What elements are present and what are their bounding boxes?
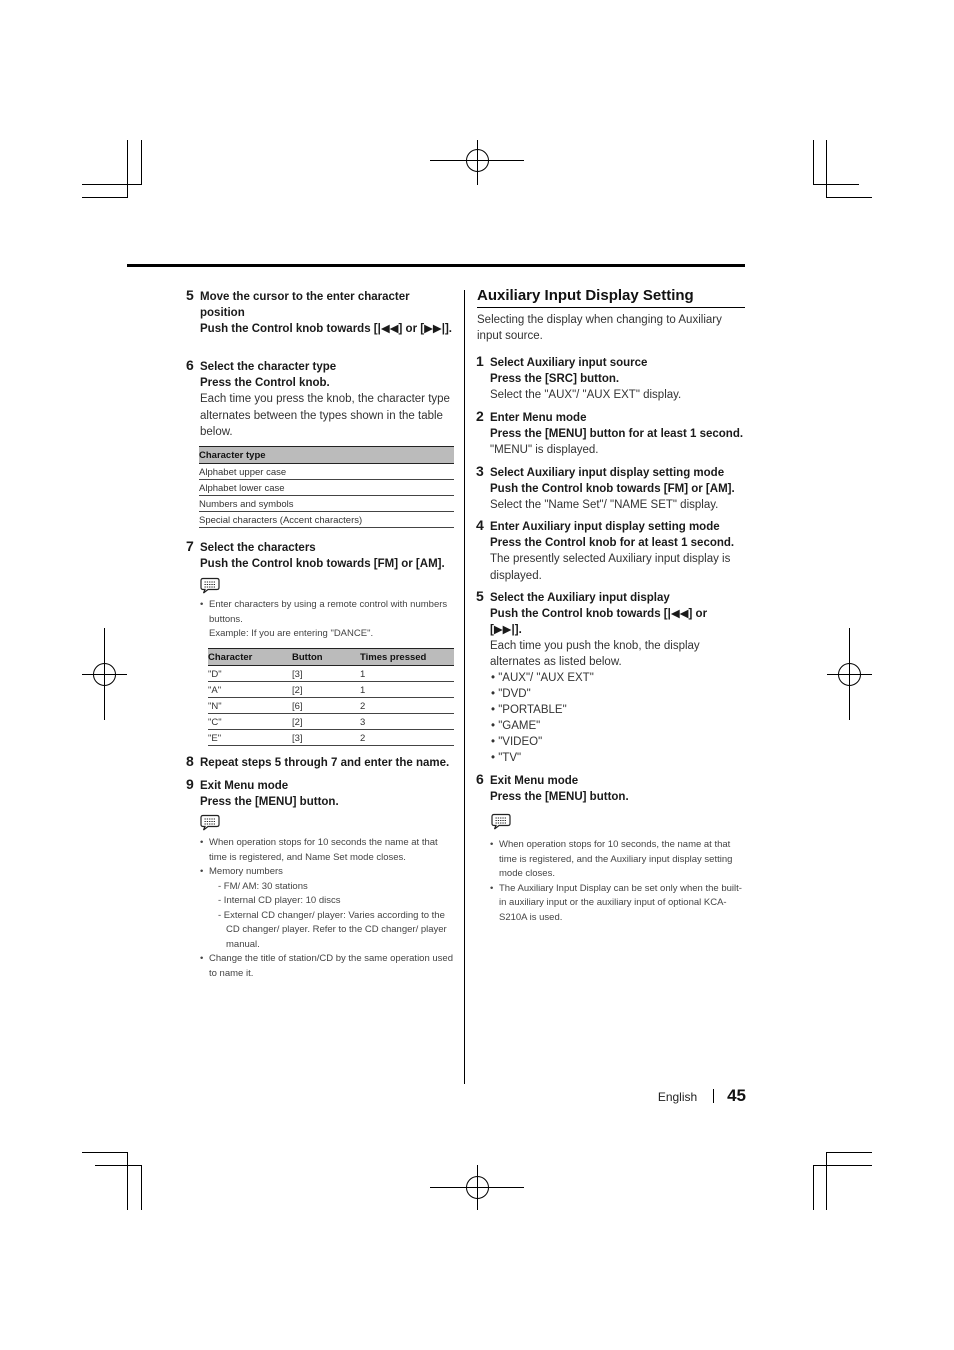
step-title: Enter Menu mode [490, 412, 587, 424]
step-number: 3 [476, 463, 484, 479]
note-item: • When operation stops for 10 seconds, the name at that time is registered, and the Auxiliary input display setting mode closes. [490, 838, 746, 882]
step-title: Repeat steps 5 through 7 and enter the name. [200, 757, 450, 769]
step-instruction: Press the [MENU] button. [200, 796, 339, 808]
table-row: Alphabet upper case [199, 464, 454, 480]
step-title: Enter Auxiliary input display setting mode [490, 521, 720, 533]
step-description: "MENU" is displayed. [490, 444, 599, 456]
list-item: • "AUX"/ "AUX EXT" [491, 672, 594, 684]
step-description: Each time you push the knob, the display alternates as listed below. [490, 640, 700, 668]
step-description: Each time you press the knob, the character type alternates between the types shown in the table below. [200, 393, 450, 438]
right-step-4 [476, 517, 746, 584]
step-title: Exit Menu mode [490, 775, 579, 787]
list-item: • "PORTABLE" [491, 704, 567, 716]
step-number: 8 [186, 753, 194, 769]
step-title: Move the cursor to the enter character position [200, 291, 410, 319]
table-row: Special characters (Accent characters) [199, 512, 454, 528]
note-dance-example [200, 598, 450, 642]
table-row: Numbers and symbols [199, 496, 454, 512]
step-number: 6 [186, 357, 194, 373]
dance-example-table [208, 648, 454, 746]
note-item: • Change the title of station/CD by the same operation used to name it. [200, 952, 455, 981]
step-title: Select the Auxiliary input display [490, 592, 670, 604]
right-step-3 [476, 463, 748, 513]
step-instruction: Press the Control knob. [200, 377, 330, 389]
table-row: "D" [3] 1 [208, 666, 454, 682]
note-item: • Enter characters by using a remote control with numbers buttons. Example: If you are entering "DANCE". [200, 598, 450, 642]
note-item: • When operation stops for 10 seconds the name at that time is registered, and Name Set mode closes. [200, 836, 455, 865]
registration-mark-icon [430, 1165, 524, 1210]
right-step-6 [476, 771, 746, 805]
table-row: "C" [2] 3 [208, 714, 454, 730]
page-footer [640, 1086, 746, 1106]
section-intro: Selecting the display when changing to Auxiliary input source. [477, 314, 722, 342]
left-step-9 [186, 776, 455, 810]
step-number: 5 [186, 287, 194, 303]
step-description: Select the "Name Set"/ "NAME SET" display. [490, 499, 719, 511]
registration-mark-icon [82, 628, 127, 720]
step-instruction: Push the Control knob towards [FM] or [AM]. [490, 483, 735, 495]
left-step-7 [186, 538, 455, 572]
step-instruction: Push the Control knob towards [FM] or [AM]. [200, 558, 445, 570]
step-number: 2 [476, 408, 484, 424]
table-row: Alphabet lower case [199, 480, 454, 496]
column-divider [464, 290, 465, 1084]
table-header: Character type [199, 447, 454, 464]
step-title: Exit Menu mode [200, 780, 289, 792]
note-item: • Memory numbers - FM/ AM: 30 stations - Internal CD player: 10 discs - External CD changer/ player: Varies according to the CD changer/ player. Refer to the CD changer/ player manual. [200, 865, 455, 952]
step-instruction: Press the Control knob for at least 1 second. [490, 537, 735, 549]
step-instruction: Push the Control knob towards [|◀◀] or [▶▶|]. [200, 323, 452, 335]
step-number: 6 [476, 771, 484, 787]
step-title: Select Auxiliary input source [490, 357, 648, 369]
step-instruction: Push the Control knob towards [|◀◀] or [▶▶|]. [490, 608, 708, 636]
character-type-table [199, 446, 454, 528]
registration-mark-icon [430, 140, 524, 185]
table-row: "A" [2] 1 [208, 682, 454, 698]
step-title: Select the characters [200, 542, 316, 554]
table-row: "N" [6] 2 [208, 698, 454, 714]
notes-left [200, 836, 455, 981]
note-memo-icon [200, 814, 220, 831]
step-instruction: Press the [MENU] button. [490, 791, 629, 803]
table-row: "E" [3] 2 [208, 730, 454, 746]
list-item: • "DVD" [491, 688, 531, 700]
right-step-2 [476, 408, 748, 458]
left-step-5 [186, 287, 455, 337]
list-item: • "GAME" [491, 720, 541, 732]
step-instruction: Press the [MENU] button for at least 1 second. [490, 428, 744, 440]
step-description: Select the "AUX"/ "AUX EXT" display. [490, 389, 682, 401]
left-step-8 [186, 753, 458, 771]
left-step-6 [186, 357, 455, 441]
notes-right [490, 838, 746, 925]
table-header: Character [208, 649, 292, 666]
step-number: 7 [186, 538, 194, 554]
note-memo-icon [491, 813, 511, 830]
note-memo-icon [200, 577, 220, 594]
step-number: 9 [186, 776, 194, 792]
display-options-list [491, 670, 722, 766]
step-instruction: Press the [SRC] button. [490, 373, 620, 385]
list-item: • "VIDEO" [491, 736, 543, 748]
section-heading: Auxiliary Input Display Setting [477, 287, 745, 308]
list-item: • "TV" [491, 752, 522, 764]
step-number: 4 [476, 517, 484, 533]
right-step-5 [476, 588, 722, 766]
table-header: Times pressed [360, 649, 454, 666]
step-title: Select Auxiliary input display setting mode [490, 467, 725, 479]
top-rule [127, 264, 745, 267]
page-number: 45 [727, 1086, 746, 1105]
note-item: • The Auxiliary Input Display can be set only when the built-in auxiliary input or the auxiliary input of optional KCA-S210A is used. [490, 882, 746, 926]
footer-language: English [657, 1090, 698, 1104]
right-step-1 [476, 353, 746, 403]
table-header: Button [292, 649, 360, 666]
step-number: 1 [476, 353, 484, 369]
footer-separator [713, 1089, 714, 1103]
step-number: 5 [476, 588, 484, 604]
step-title: Select the character type [200, 361, 337, 373]
step-description: The presently selected Auxiliary input display is displayed. [490, 553, 731, 582]
registration-mark-icon [827, 628, 872, 720]
